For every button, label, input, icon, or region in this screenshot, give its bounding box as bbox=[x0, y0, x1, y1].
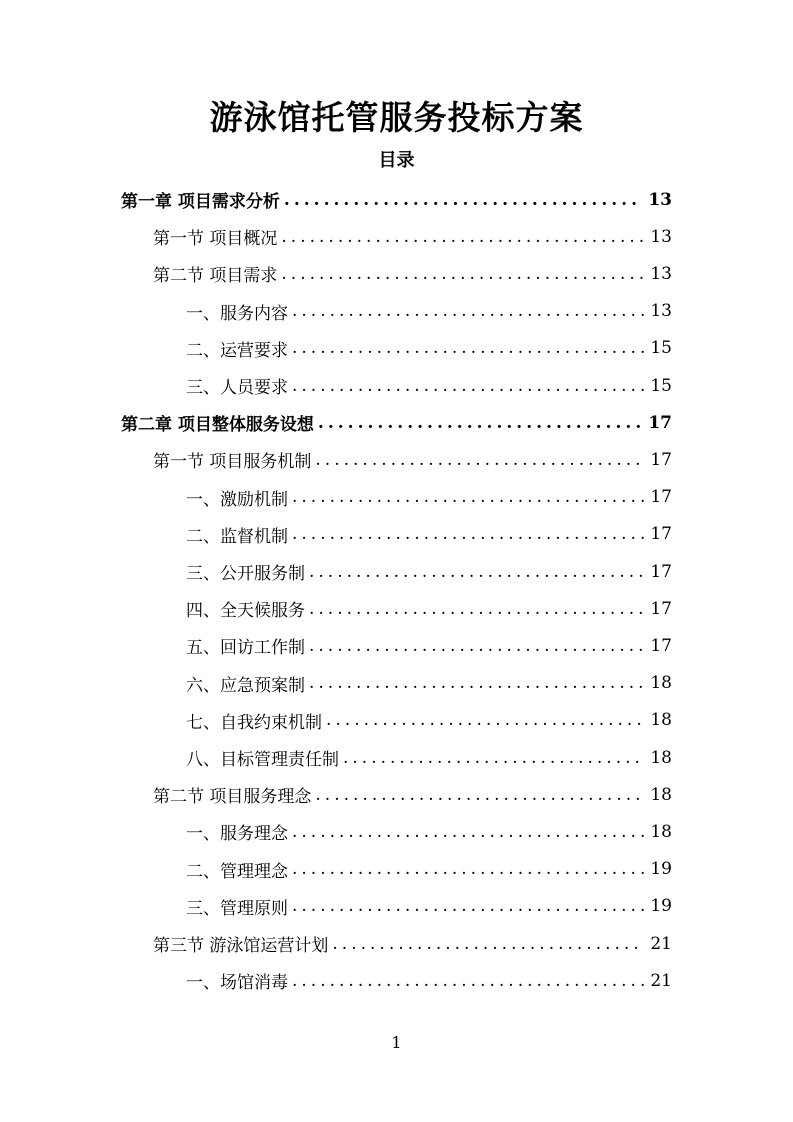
toc-entry-label: 三、公开服务制 bbox=[186, 564, 305, 584]
toc-entry[interactable] bbox=[153, 255, 672, 292]
toc-entry-page: 13 bbox=[648, 189, 672, 210]
document-title: 游泳馆托管服务投标方案 bbox=[209, 98, 584, 137]
toc-entry-label: 三、人员要求 bbox=[186, 378, 288, 398]
toc-heading: 目录 bbox=[378, 150, 415, 171]
toc-leader-dots bbox=[332, 934, 644, 954]
toc-entry-page: 17 bbox=[650, 524, 672, 545]
toc-entry-label: 第二章 项目整体服务设想 bbox=[121, 415, 314, 436]
toc-entry[interactable] bbox=[186, 479, 672, 516]
toc-entry-page: 21 bbox=[650, 933, 672, 954]
toc-leader-dots bbox=[292, 822, 644, 842]
toc-entry-page: 13 bbox=[650, 263, 672, 284]
toc-entry-page: 17 bbox=[650, 449, 672, 470]
toc-entry[interactable] bbox=[186, 516, 672, 553]
toc-leader-dots bbox=[292, 487, 644, 507]
toc-entry-page: 18 bbox=[650, 710, 672, 731]
toc-entry-label: 一、服务理念 bbox=[186, 824, 288, 845]
toc-entry-page: 15 bbox=[650, 375, 672, 396]
toc-entry-page: 21 bbox=[650, 970, 672, 991]
toc-entry-page: 17 bbox=[648, 412, 672, 433]
toc-entry-label: 六、应急预案制 bbox=[186, 675, 305, 696]
toc-entry[interactable] bbox=[186, 627, 672, 664]
toc-entry-page: 18 bbox=[650, 673, 672, 694]
toc-leader-dots bbox=[309, 673, 644, 693]
toc-entry-page: 17 bbox=[650, 487, 672, 508]
toc-leader-dots bbox=[284, 190, 642, 210]
toc-entry[interactable] bbox=[186, 665, 672, 702]
toc-leader-dots bbox=[318, 413, 642, 433]
toc-leader-dots bbox=[292, 376, 644, 396]
toc-leader-dots bbox=[309, 599, 644, 619]
toc-entry-page: 19 bbox=[650, 859, 672, 880]
toc-leader-dots bbox=[281, 227, 644, 247]
toc-entry-label: 四、全天候服务 bbox=[186, 601, 305, 622]
toc-leader-dots bbox=[292, 301, 644, 321]
toc-entry[interactable] bbox=[186, 330, 672, 367]
toc-entry[interactable] bbox=[186, 739, 672, 776]
toc-entry[interactable] bbox=[186, 813, 672, 850]
toc-entry-label: 第二节 项目服务理念 bbox=[153, 787, 312, 808]
toc-entry-page: 17 bbox=[650, 598, 672, 619]
toc-entry-label: 二、管理理念 bbox=[186, 861, 288, 882]
toc-leader-dots bbox=[292, 338, 644, 358]
toc-entry[interactable] bbox=[153, 441, 672, 478]
toc-entry[interactable] bbox=[153, 776, 672, 813]
toc-leader-dots bbox=[315, 450, 644, 470]
toc-entry-page: 13 bbox=[650, 301, 672, 322]
toc-entry-page: 18 bbox=[650, 784, 672, 805]
page-number: 1 bbox=[391, 1033, 402, 1052]
toc-entry-page: 15 bbox=[650, 338, 672, 359]
toc-entry-label: 二、运营要求 bbox=[186, 340, 288, 361]
toc-entry-page: 17 bbox=[650, 635, 672, 656]
toc-entry[interactable] bbox=[153, 925, 672, 962]
toc-entry-page: 17 bbox=[650, 561, 672, 582]
toc-entry-label: 一、激励机制 bbox=[186, 489, 288, 510]
toc-entry[interactable] bbox=[121, 181, 672, 218]
toc-entry-label: 第二节 项目需求 bbox=[153, 266, 278, 287]
toc-entry[interactable] bbox=[121, 404, 672, 441]
toc-entry-label: 第一节 项目概况 bbox=[153, 229, 278, 250]
toc-entry[interactable] bbox=[186, 702, 672, 739]
toc-entry[interactable] bbox=[186, 293, 672, 330]
toc-entry-label: 五、回访工作制 bbox=[186, 638, 305, 659]
toc-leader-dots bbox=[309, 636, 644, 656]
toc-entry[interactable] bbox=[153, 218, 672, 255]
toc-entry-label: 第一章 项目需求分析 bbox=[121, 192, 280, 212]
toc-entry-label: 一、场馆消毒 bbox=[186, 973, 288, 994]
toc-entry-label: 二、监督机制 bbox=[186, 526, 288, 547]
toc-entry-label: 三、管理原则 bbox=[186, 898, 288, 919]
toc-entry-page: 19 bbox=[650, 896, 672, 917]
toc-entry-page: 18 bbox=[650, 747, 672, 768]
toc-leader-dots bbox=[315, 785, 644, 805]
toc-entry[interactable] bbox=[186, 888, 672, 925]
toc-leader-dots bbox=[309, 562, 644, 582]
toc-entry-label: 第三节 游泳馆运营计划 bbox=[153, 936, 329, 956]
toc-leader-dots bbox=[292, 859, 644, 879]
toc-entry[interactable] bbox=[186, 553, 672, 590]
toc-entry-page: 18 bbox=[650, 821, 672, 842]
toc-entry-label: 第一节 项目服务机制 bbox=[153, 452, 312, 473]
toc-entry[interactable] bbox=[186, 367, 672, 404]
toc-leader-dots bbox=[292, 971, 644, 991]
toc-entry-page: 13 bbox=[650, 226, 672, 247]
toc-entry[interactable] bbox=[186, 590, 672, 627]
toc-entry[interactable] bbox=[186, 962, 672, 999]
toc-leader-dots bbox=[292, 896, 644, 916]
toc-entry-label: 八、目标管理责任制 bbox=[186, 750, 339, 770]
toc-entry[interactable] bbox=[186, 851, 672, 888]
toc-entry-label: 一、服务内容 bbox=[186, 303, 288, 324]
toc-leader-dots bbox=[292, 524, 644, 544]
toc-leader-dots bbox=[343, 748, 644, 768]
toc-leader-dots bbox=[281, 264, 644, 284]
toc-entry-label: 七、自我约束机制 bbox=[186, 712, 322, 733]
toc-leader-dots bbox=[326, 710, 644, 730]
